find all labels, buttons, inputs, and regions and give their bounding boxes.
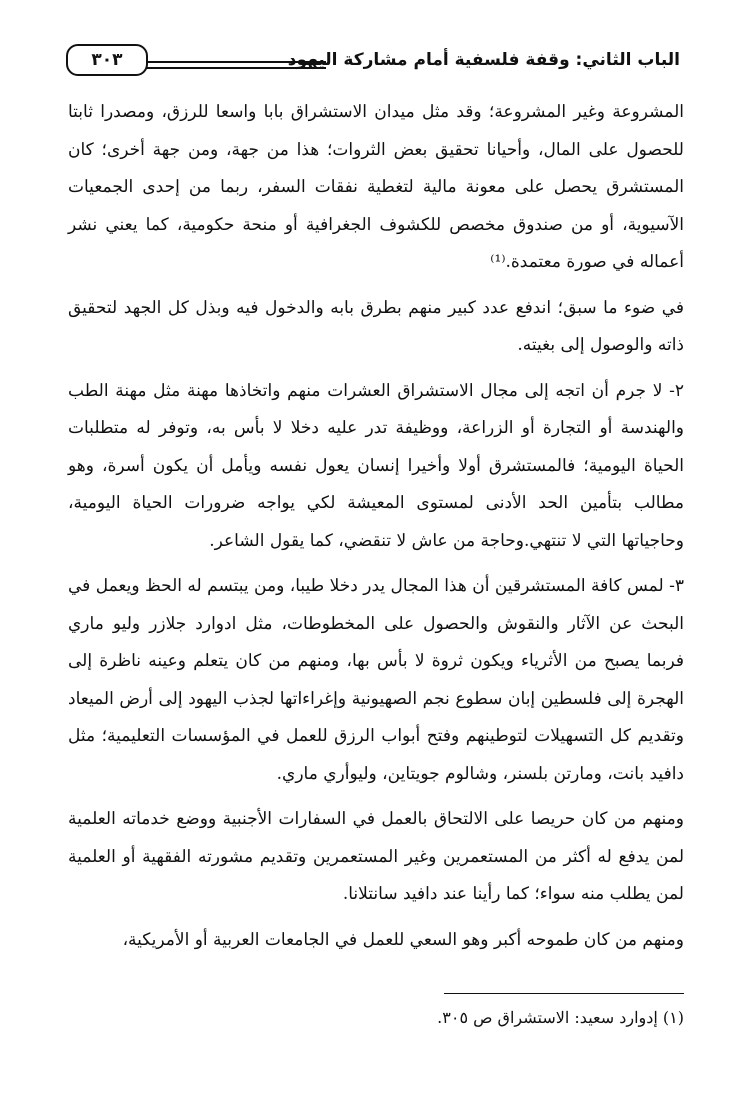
running-header (66, 44, 680, 80)
page-number: ٣٠٣ (66, 44, 148, 76)
footnote: (١) إدوارد سعيد: الاستشراق ص ٣٠٥. (437, 1008, 684, 1027)
paragraph: ومنهم من كان حريصا على الالتحاق بالعمل في السفارات الأجنبية ووضع خدماته العلمية لمن يدفع له أكثر من المستعمرين وغير المستعمرين وتقديم مشورته الفقهية أو العلمية لمن يطلب منه سواء؛ كما رأينا عند دافيد سانتلانا. (68, 809, 684, 904)
chapter-title: الباب الثاني: وقفة فلسفية أمام مشاركة اليهود (287, 50, 680, 70)
main-text (68, 94, 684, 959)
paragraph: ٣- لمس كافة المستشرقين أن هذا المجال يدر دخلا طيبا، ومن يبتسم له الحظ ويعمل في البحث عن الآثار والنقوش والحصول على المخطوطات، مثل ادوارد جلازر وليو ماري فربما يصبح من الأثرياء ويكون ثروة لا بأس بها، ومنهم من كان يتعلم وعينه ناظرة إلى الهجرة إلى فلسطين إبان سطوع نجم الصهيونية وإغراءاتها لجذب اليهود إلى أرض الميعاد وتقديم كل التسهيلات لتوطينهم وفتح أبواب الرزق للعمل في المؤسسات التعليمية؛ مثل دافيد بانت، ومارتن بلسنر، وشالوم جويتاين، وليوأري ماري. (68, 576, 684, 784)
header-rule (146, 61, 326, 63)
paragraph: في ضوء ما سبق؛ اندفع عدد كبير منهم بطرق بابه والدخول فيه وبذل كل الجهد لتحقيق ذاته والوصول إلى بغيته. (68, 297, 684, 355)
header-rule (146, 67, 326, 69)
footnote-divider (444, 993, 684, 994)
paragraph: المشروعة وغير المشروعة؛ وقد مثل ميدان الاستشراق بابا واسعا للرزق، ومصدرا ثابتا للحصول على المال، وأحيانا تحقيق بعض الثروات؛ هذا من جهة، ومن جهة أخرى؛ كان المستشرق يحصل على معونة مالية لتغطية نفقات السفر، ربما من إحدى الجمعيات الآسيوية، أو من صندوق مخصص للكشوف الجغرافية أو منحة حكومية، كما يعني نشر أعماله في صورة معتمدة.⁽¹⁾ (68, 102, 684, 272)
paragraph: ٢- لا جرم أن اتجه إلى مجال الاستشراق العشرات منهم واتخاذها مهنة مثل مهنة الطب والهندسة أو التجارة أو الزراعة، ووظيفة تدر عليه دخلا لا بأس به، وتوفر له متطلبات الحياة اليومية؛ فالمستشرق أولا وأخيرا إنسان يعول نفسه ويأمل أن يكون أسرة، وهو مطالب بتأمين الحد الأدنى لمستوى المعيشة لكي يواجه ضرورات الحياة اليومية، وحاجياتها التي لا تنتهي.وحاجة من عاش لا تنقضي، كما يقول الشاعر. (68, 380, 684, 551)
paragraph: ومنهم من كان طموحه أكبر وهو السعي للعمل في الجامعات العربية أو الأمريكية، (122, 929, 684, 950)
